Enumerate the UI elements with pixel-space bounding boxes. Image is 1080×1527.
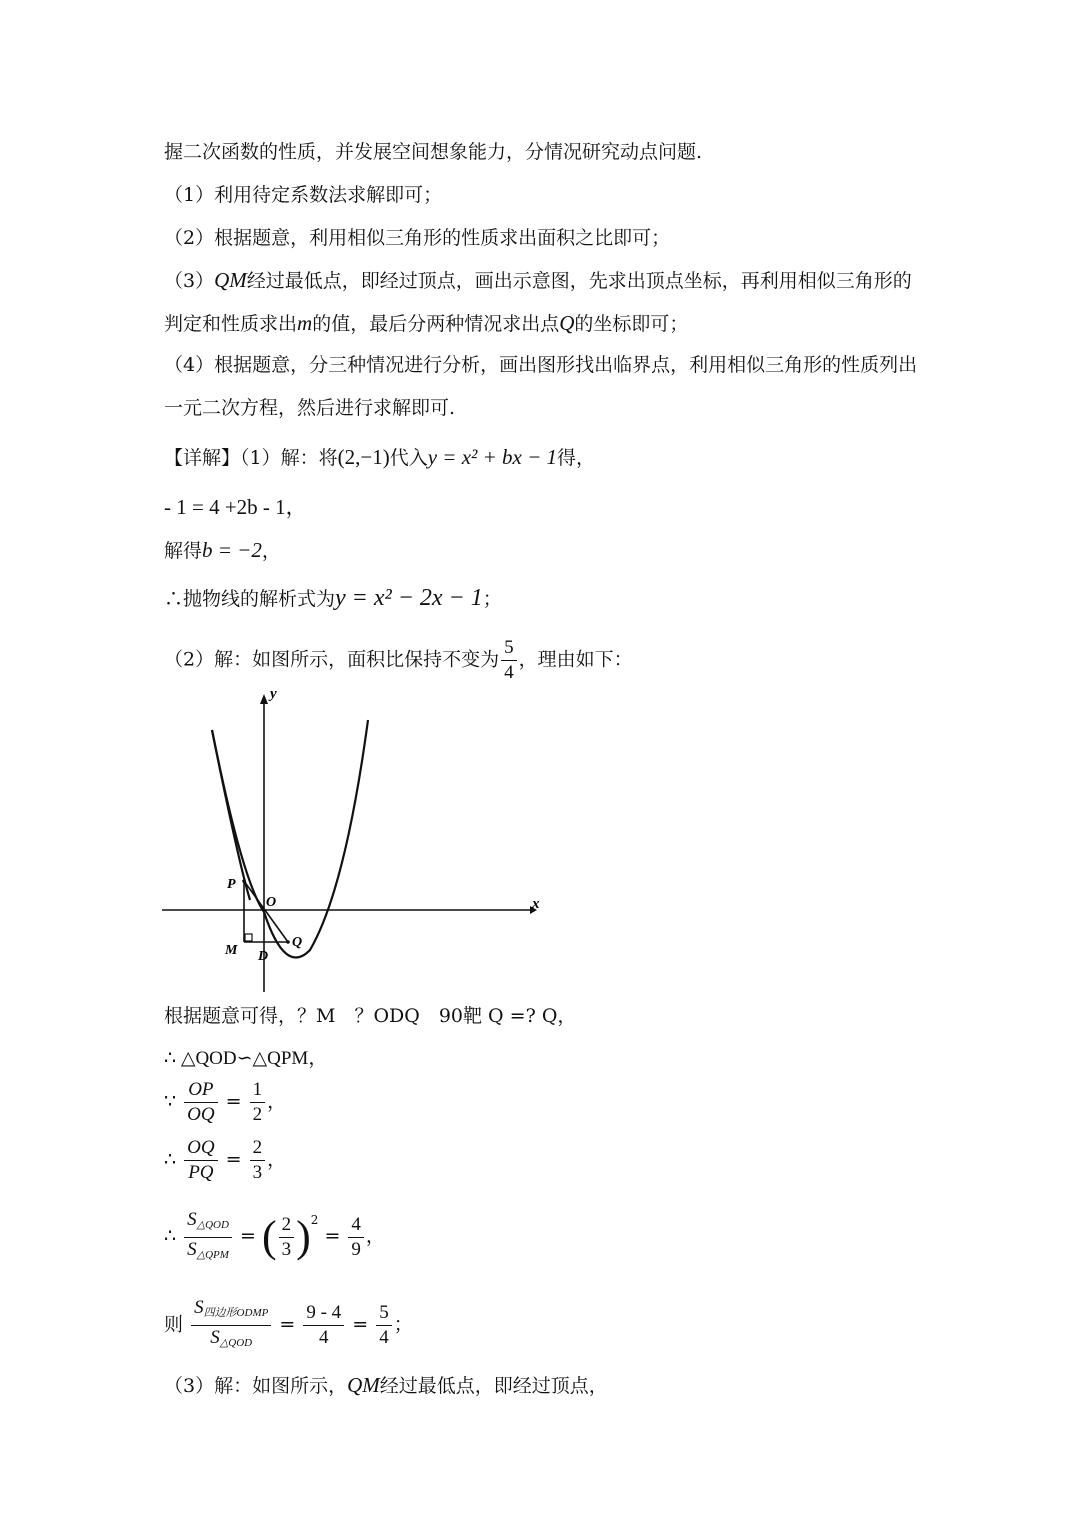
fraction-4-9 <box>348 1213 364 1262</box>
detail-part-1 <box>164 443 595 472</box>
hint-3-prefix: （3） <box>164 270 215 292</box>
frac-den: OQ <box>187 1104 215 1125</box>
comma: ， <box>365 1225 385 1247</box>
frac-num: 5 <box>376 1301 392 1326</box>
fraction-2-3 <box>250 1136 266 1185</box>
angle-line: 根据题意可得，？M ？ODQ 90靶 Q =? Q， <box>164 1005 577 1027</box>
label-p: P <box>227 877 236 892</box>
label-y: y <box>270 686 277 702</box>
frac-den: PQ <box>188 1162 214 1183</box>
ratio-op-oq <box>164 1078 286 1127</box>
ratio-oq-pq <box>164 1136 286 1185</box>
hint-2: （2）根据题意，利用相似三角形的性质求出面积之比即可； <box>164 227 671 249</box>
area-symbol: S <box>187 1238 197 1260</box>
equation-substituted: - 1 = 4 +2b - 1， <box>164 495 307 519</box>
hint-3-text-d: 的坐标即可； <box>574 313 689 335</box>
math-q: Q <box>559 311 575 335</box>
math-m: m <box>297 311 313 335</box>
hint-3-line-2 <box>164 309 688 338</box>
quad-ratio-line <box>164 1296 413 1355</box>
frac-den: 4 <box>504 662 514 683</box>
similar-triangles-line: ∴ △QOD∽△QPM， <box>164 1048 328 1069</box>
frac-num: OP <box>184 1078 217 1103</box>
detail-label: 【详解】 <box>164 447 241 469</box>
result-line <box>164 584 502 613</box>
math-qm: QM <box>214 268 247 292</box>
point-q <box>286 940 290 944</box>
hint-1: （1）利用待定系数法求解即可； <box>164 184 443 206</box>
math-parabola: y = x² − 2x − 1 <box>335 585 483 611</box>
fraction-op-oq <box>184 1078 217 1127</box>
area-subscript: △QOD <box>219 1337 253 1349</box>
fraction-2-3-inner <box>279 1213 295 1262</box>
result-prefix: ∴抛物线的解析式为 <box>164 588 336 610</box>
area-subscript: △QOD <box>196 1218 229 1231</box>
frac-den: 2 <box>252 1104 263 1125</box>
hint-4-line-2: 一元二次方程，然后进行求解即可. <box>164 397 456 419</box>
area-subscript: 四边形ODMP <box>203 1307 269 1319</box>
frac-den: 3 <box>281 1238 292 1260</box>
solve-b-line <box>164 536 281 565</box>
detail-p1-suffix: 得， <box>557 447 596 469</box>
frac-den: 4 <box>379 1327 389 1348</box>
frac-den: 9 <box>351 1238 361 1260</box>
hint-3-text-c: 的值，最后分两种情况求出点 <box>312 313 560 335</box>
part-3-prefix: （3）解：如图所示， <box>164 1375 348 1397</box>
left-paren: ( <box>261 1212 277 1261</box>
hint-4-line-1: （4）根据题意，分三种情况进行分析，画出图形找出临界点，利用相似三角形的性质列出 <box>164 354 918 376</box>
fraction-5-4-result <box>376 1301 392 1350</box>
intro-line: 握二次函数的性质，并发展空间想象能力，分情况研究动点问题. <box>164 141 703 163</box>
label-m: M <box>225 943 238 958</box>
detail-p1-prefix: （1）解：将 <box>240 447 338 469</box>
label-q: Q <box>292 935 303 950</box>
frac-num: 2 <box>279 1213 295 1238</box>
part-2-prefix: （2）解：如图所示，面积比保持不变为 <box>164 648 500 671</box>
comma: ， <box>267 1148 287 1171</box>
fraction-quad-ratio <box>191 1296 271 1355</box>
y-axis-arrow <box>260 694 268 704</box>
fraction-5-4 <box>501 636 517 685</box>
comma: ， <box>267 1090 287 1113</box>
area-subscript: △QPM <box>196 1248 229 1261</box>
area-symbol: S <box>187 1208 197 1230</box>
frac-num: 1 <box>250 1078 266 1103</box>
frac-num: 9 - 4 <box>303 1301 344 1326</box>
fraction-area-ratio <box>184 1208 232 1267</box>
frac-num: 5 <box>501 636 517 661</box>
frac-den: 4 <box>319 1327 329 1348</box>
segment-pq <box>244 881 288 942</box>
solve-suffix: ， <box>261 540 281 562</box>
label-x: x <box>532 896 540 912</box>
frac-num: 4 <box>348 1213 364 1238</box>
math-eq1: y = x² + bx − 1 <box>427 445 557 469</box>
hint-3-text-b: 判定和性质求出 <box>164 313 298 335</box>
part-3-suffix: 经过最低点，即经过顶点， <box>379 1375 608 1397</box>
then-text: 则 <box>164 1313 184 1336</box>
equals-sign: = <box>225 1148 242 1171</box>
equals-sign: = <box>324 1225 341 1247</box>
equals-sign: = <box>279 1313 296 1336</box>
right-angle-mark <box>245 934 252 941</box>
frac-num: 2 <box>250 1136 266 1161</box>
semicolon: ； <box>393 1313 413 1336</box>
hint-3-line-1 <box>164 266 912 295</box>
area-symbol: S <box>194 1297 204 1318</box>
equals-sign: = <box>352 1313 369 1336</box>
result-suffix: ； <box>482 588 502 610</box>
label-d: D <box>258 949 269 964</box>
parabola-figure <box>150 680 570 1000</box>
solve-prefix: 解得 <box>164 540 203 562</box>
because-symbol: ∵ <box>164 1090 177 1113</box>
part-2-line <box>164 636 633 685</box>
detail-p1-mid: 代入 <box>389 447 428 469</box>
frac-num: OQ <box>184 1136 217 1161</box>
fraction-1-2 <box>250 1078 266 1127</box>
part-3-line <box>164 1371 608 1400</box>
point-p <box>242 879 246 883</box>
frac-den: 3 <box>252 1162 263 1183</box>
equals-sign: = <box>239 1225 256 1247</box>
fraction-9-4-over-4 <box>303 1301 344 1350</box>
exponent: 2 <box>310 1213 319 1227</box>
hint-3-text-a: 经过最低点，即经过顶点，画出示意图，先求出顶点坐标，再利用相似三角形的 <box>246 270 912 292</box>
therefore-symbol: ∴ <box>164 1148 177 1171</box>
therefore-symbol: ∴ <box>164 1225 177 1247</box>
area-ratio-line <box>164 1206 385 1267</box>
fraction-oq-pq <box>184 1136 217 1185</box>
equals-sign: = <box>225 1090 242 1113</box>
math-point: (2,−1) <box>337 445 390 469</box>
label-o: O <box>266 895 277 910</box>
math-qm: QM <box>347 1373 380 1397</box>
right-paren: ) <box>296 1212 311 1261</box>
area-symbol: S <box>210 1327 220 1348</box>
part-2-suffix: ，理由如下： <box>518 648 633 671</box>
math-b-value: b = −2 <box>202 538 262 562</box>
